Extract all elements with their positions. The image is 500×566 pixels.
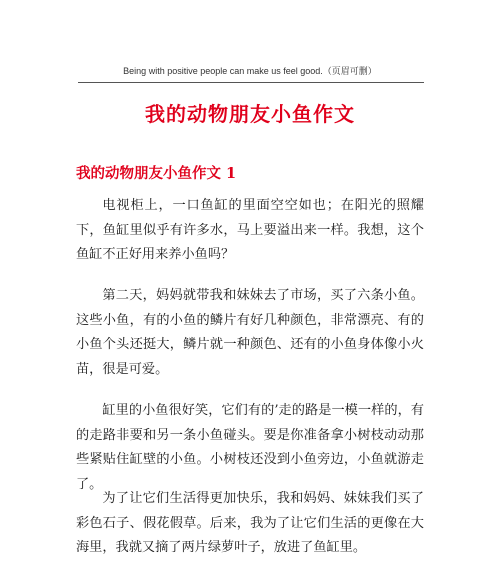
section-title: 我的动物朋友小鱼作文 1 — [76, 165, 237, 182]
paragraph-2: 第二天，妈妈就带我和妹妹去了市场，买了六条小鱼。这些小鱼，有的小鱼的鳞片有好几种颜色，非常漂亮、有的小鱼个头还挺大，鳞片就一种颜色、还有的小鱼身体像小火苗，很是可爱。 — [76, 288, 424, 377]
paragraph-4: 为了让它们生活得更加快乐，我和妈妈、妹妹我们买了彩色石子、假花假草。后来，我为了让它们生活的更像在大海里，我就又摘了两片绿萝叶子，放进了鱼缸里。 — [76, 491, 424, 555]
document-title: 我的动物朋友小鱼作文 — [145, 102, 355, 126]
page-header-text: Being with positive people can make us feel good.（页眉可删） — [123, 66, 377, 76]
paragraph-1: 电视柜上，一口鱼缸的里面空空如也；在阳光的照耀下，鱼缸里似乎有许多水，马上要溢出来一样。我想，这个鱼缸不正好用来养小鱼吗？ — [76, 198, 424, 262]
paragraph-3: 缸里的小鱼很好笑，它们有的’走的路是一模一样的，有的走路非要和另一条小鱼碰头。要是你准备拿小树枝动动那些紧贴住缸壁的小鱼。小树枝还没到小鱼旁边，小鱼就游走了。 — [76, 403, 424, 492]
header-divider — [78, 82, 424, 83]
